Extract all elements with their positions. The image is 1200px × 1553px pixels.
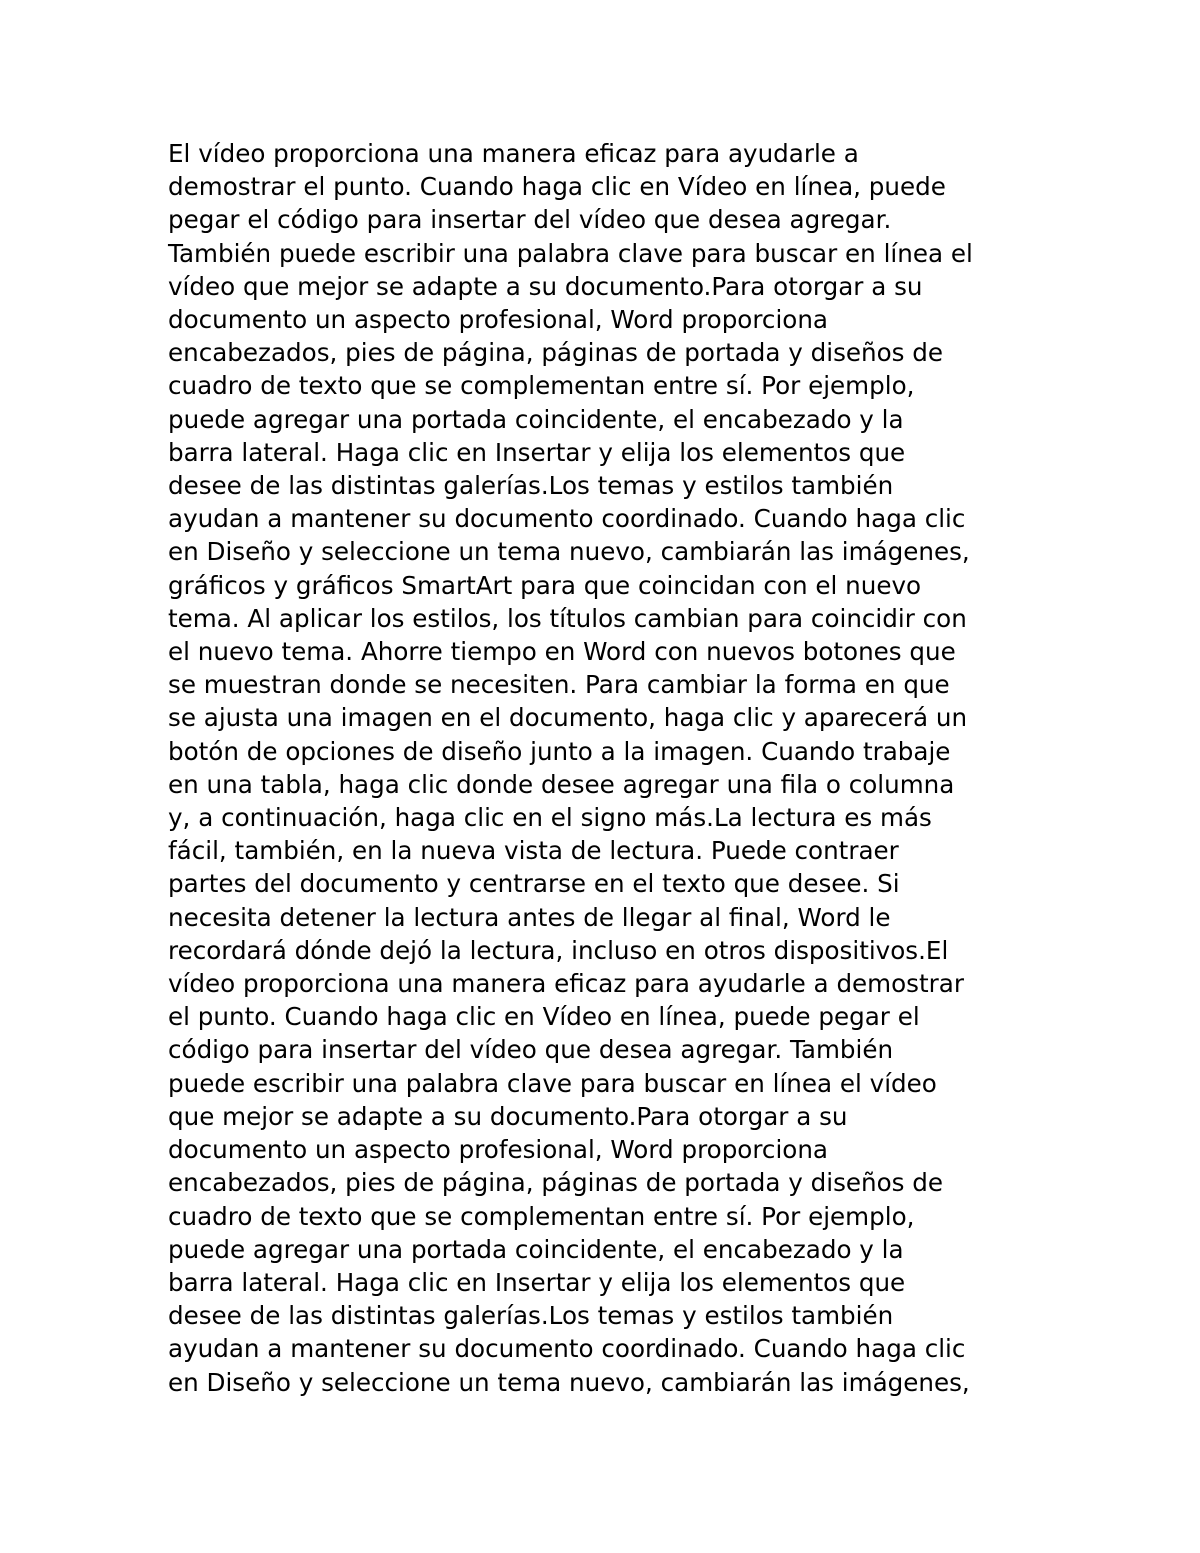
text-line: recordará dónde dejó la lectura, incluso en otros dispositivos.El xyxy=(168,935,949,965)
text-line: encabezados, pies de página, páginas de portada y diseños de xyxy=(168,1168,944,1198)
text-line: y, a continuación, haga clic en el signo más.La lectura es más xyxy=(168,803,932,833)
text-line: puede agregar una portada coincidente, el encabezado y la xyxy=(168,1234,904,1264)
text-line: cuadro de texto que se complementan entre sí. Por ejemplo, xyxy=(168,1201,915,1231)
text-line: desee de las distintas galerías.Los temas y estilos también xyxy=(168,1301,894,1331)
text-line: en Diseño y seleccione un tema nuevo, cambiarán las imágenes, xyxy=(168,1367,970,1397)
text-line: documento un aspecto profesional, Word proporciona xyxy=(168,305,828,335)
text-line: en Diseño y seleccione un tema nuevo, cambiarán las imágenes, xyxy=(168,537,970,567)
text-line: desee de las distintas galerías.Los temas y estilos también xyxy=(168,471,894,501)
text-line: barra lateral. Haga clic en Insertar y elija los elementos que xyxy=(168,437,906,467)
text-line: el punto. Cuando haga clic en Vídeo en línea, puede pegar el xyxy=(168,1002,920,1032)
text-line: ayudan a mantener su documento coordinado. Cuando haga clic xyxy=(168,504,966,534)
text-line: ayudan a mantener su documento coordinado. Cuando haga clic xyxy=(168,1334,966,1364)
text-line: El vídeo proporciona una manera eficaz para ayudarle a xyxy=(168,139,859,168)
text-line: que mejor se adapte a su documento.Para otorgar a su xyxy=(168,1101,848,1131)
text-line: demostrar el punto. Cuando haga clic en Vídeo en línea, puede xyxy=(168,172,946,202)
text-line: tema. Al aplicar los estilos, los títulos cambian para coincidir con xyxy=(168,603,967,633)
text-line: documento un aspecto profesional, Word proporciona xyxy=(168,1135,828,1165)
text-line: También puede escribir una palabra clave para buscar en línea el xyxy=(168,238,973,268)
text-line: barra lateral. Haga clic en Insertar y elija los elementos que xyxy=(168,1267,906,1297)
text-line: se muestran donde se necesiten. Para cambiar la forma en que xyxy=(168,670,950,700)
text-line: encabezados, pies de página, páginas de portada y diseños de xyxy=(168,338,944,368)
text-line: en una tabla, haga clic donde desee agregar una fila o columna xyxy=(168,769,955,799)
text-line: partes del documento y centrarse en el texto que desee. Si xyxy=(168,869,900,899)
body-paragraph xyxy=(168,137,1068,1399)
text-line: vídeo que mejor se adapte a su documento.Para otorgar a su xyxy=(168,271,923,301)
text-line: necesita detener la lectura antes de llegar al final, Word le xyxy=(168,902,891,932)
text-line: código para insertar del vídeo que desea agregar. También xyxy=(168,1035,894,1065)
text-line: gráficos y gráficos SmartArt para que coincidan con el nuevo xyxy=(168,570,922,600)
text-line: el nuevo tema. Ahorre tiempo en Word con nuevos botones que xyxy=(168,637,956,667)
text-line: vídeo proporciona una manera eficaz para ayudarle a demostrar xyxy=(168,969,964,999)
text-line: puede agregar una portada coincidente, el encabezado y la xyxy=(168,404,904,434)
text-line: botón de opciones de diseño junto a la imagen. Cuando trabaje xyxy=(168,736,951,766)
text-line: cuadro de texto que se complementan entre sí. Por ejemplo, xyxy=(168,371,915,401)
text-line: fácil, también, en la nueva vista de lectura. Puede contraer xyxy=(168,836,899,866)
text-line: se ajusta una imagen en el documento, haga clic y aparecerá un xyxy=(168,703,968,733)
text-line: puede escribir una palabra clave para buscar en línea el vídeo xyxy=(168,1068,937,1098)
text-line: pegar el código para insertar del vídeo que desea agregar. xyxy=(168,205,892,235)
